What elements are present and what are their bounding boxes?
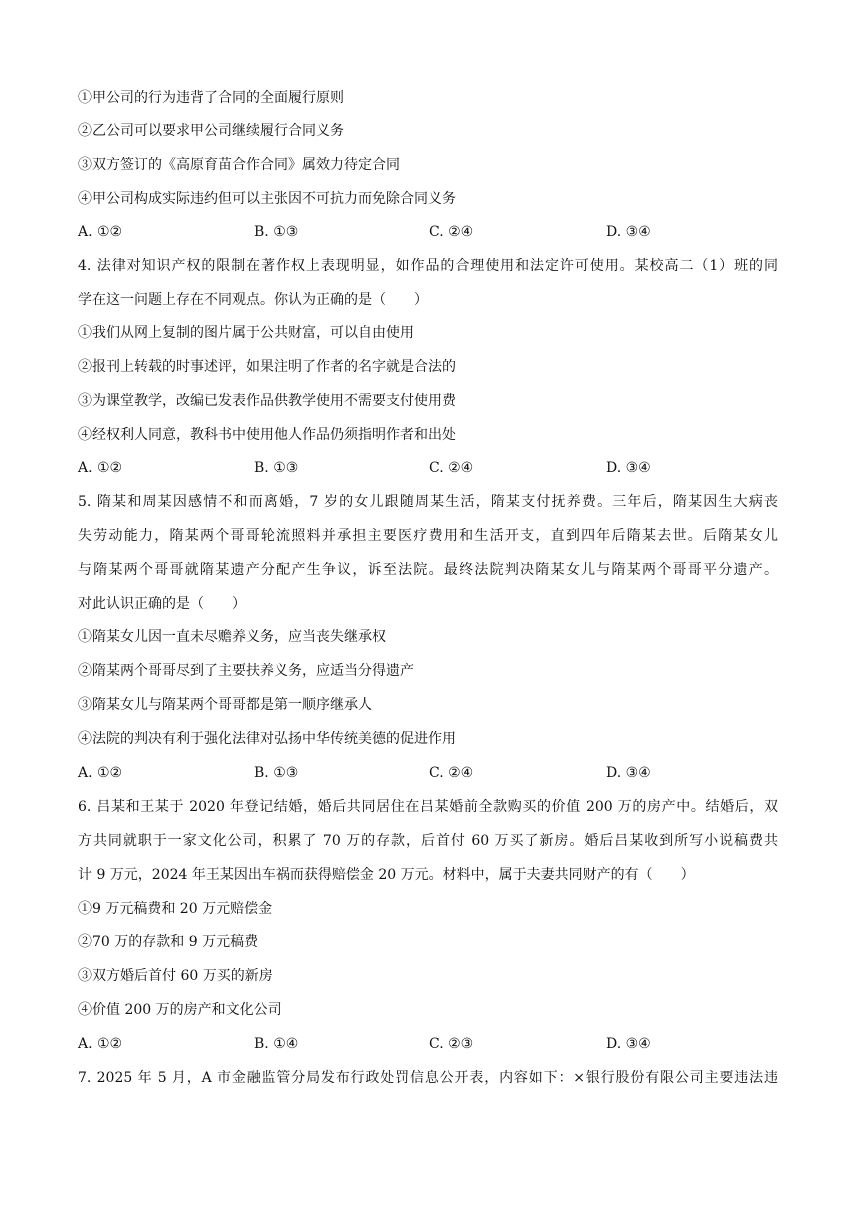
q5-statement-3: ③隋某女儿与隋某两个哥哥都是第一顺序继承人 bbox=[78, 697, 372, 713]
q3-statement-1: ①甲公司的行为违背了合同的全面履行原则 bbox=[78, 90, 344, 106]
q5-stem-line-1: 5. 隋某和周某因感情不和而离婚，7 岁的女儿跟随周某生活，隋某支付抚养费。三年后，隋某因生大病丧 bbox=[78, 494, 778, 510]
q6-statement-1: ①9 万元稿费和 20 万元赔偿金 bbox=[78, 901, 273, 917]
q4-statement-2: ②报刊上转载的时事述评，如果注明了作者的名字就是合法的 bbox=[78, 359, 456, 375]
q4-statement-1: ①我们从网上复制的图片属于公共财富，可以自由使用 bbox=[78, 325, 414, 341]
q3-statement-2: ②乙公司可以要求甲公司继续履行合同义务 bbox=[78, 123, 344, 139]
q5-option-a[interactable]: A. ①② bbox=[78, 765, 123, 781]
q5-option-b[interactable]: B. ①③ bbox=[254, 765, 299, 781]
q6-options bbox=[78, 1035, 778, 1053]
q5-statement-2: ②隋某两个哥哥尽到了主要扶养义务，应适当分得遗产 bbox=[78, 663, 414, 679]
q4-option-c[interactable]: C. ②④ bbox=[429, 460, 474, 476]
q6-statement-4: ④价值 200 万的房产和文化公司 bbox=[78, 1002, 282, 1018]
q3-option-a[interactable]: A. ①② bbox=[78, 224, 123, 240]
q3-options bbox=[78, 223, 778, 241]
q6-statement-3: ③双方婚后首付 60 万买的新房 bbox=[78, 968, 273, 984]
q5-stem-line-2: 失劳动能力，隋某两个哥哥轮流照料并承担主要医疗费用和生活开支，直到四年后隋某去世。后隋某女儿 bbox=[78, 528, 778, 544]
q5-statement-4: ④法院的判决有利于强化法律对弘扬中华传统美德的促进作用 bbox=[78, 731, 456, 747]
q6-option-c[interactable]: C. ②③ bbox=[429, 1036, 474, 1052]
q4-statement-3: ③为课堂教学，改编已发表作品供教学使用不需要支付使用费 bbox=[78, 393, 456, 409]
q6-stem-line-3: 计 9 万元，2024 年王某因出车祸而获得赔偿金 20 万元。材料中，属于夫妻共同财产的有（ ） bbox=[78, 867, 695, 883]
q5-options bbox=[78, 764, 778, 782]
q4-stem-line-1: 4. 法律对知识产权的限制在著作权上表现明显，如作品的合理使用和法定许可使用。某校高二（1）班的同 bbox=[78, 258, 778, 274]
q5-statement-1: ①隋某女儿因一直未尽赡养义务，应当丧失继承权 bbox=[78, 629, 386, 645]
q3-statement-4: ④甲公司构成实际违约但可以主张因不可抗力而免除合同义务 bbox=[78, 191, 456, 207]
q4-option-a[interactable]: A. ①② bbox=[78, 460, 123, 476]
q6-stem-line-2: 方共同就职于一家文化公司，积累了 70 万的存款，后首付 60 万买了新房。婚后吕某收到所写小说稿费共 bbox=[78, 833, 778, 849]
q4-stem-line-2: 学在这一问题上存在不同观点。你认为正确的是（ ） bbox=[78, 292, 428, 308]
q3-option-d[interactable]: D. ③④ bbox=[606, 224, 651, 240]
q4-statement-4: ④经权利人同意，教科书中使用他人作品仍须指明作者和出处 bbox=[78, 427, 456, 443]
q6-option-d[interactable]: D. ③④ bbox=[606, 1036, 651, 1052]
q3-option-c[interactable]: C. ②④ bbox=[429, 224, 474, 240]
q3-statement-3: ③双方签订的《高原育苗合作合同》属效力待定合同 bbox=[78, 157, 400, 173]
q5-stem-line-3: 与隋某两个哥哥就隋某遗产分配产生争议，诉至法院。最终法院判决隋某女儿与隋某两个哥哥平分遗产。 bbox=[78, 562, 778, 578]
q5-stem-line-4: 对此认识正确的是（ ） bbox=[78, 596, 246, 612]
q7-stem-line-1: 7. 2025 年 5 月，A 市金融监管分局发布行政处罚信息公开表，内容如下：×银行股份有限公司主要违法违 bbox=[78, 1070, 778, 1086]
q6-option-b[interactable]: B. ①④ bbox=[254, 1036, 299, 1052]
q4-option-b[interactable]: B. ①③ bbox=[254, 460, 299, 476]
q6-statement-2: ②70 万的存款和 9 万元稿费 bbox=[78, 934, 259, 950]
q5-option-c[interactable]: C. ②④ bbox=[429, 765, 474, 781]
q6-stem-line-1: 6. 吕某和王某于 2020 年登记结婚，婚后共同居住在吕某婚前全款购买的价值 200 万的房产中。结婚后，双 bbox=[78, 799, 778, 815]
q3-option-b[interactable]: B. ①③ bbox=[254, 224, 299, 240]
q4-option-d[interactable]: D. ③④ bbox=[606, 460, 651, 476]
q4-options bbox=[78, 459, 778, 477]
q6-option-a[interactable]: A. ①② bbox=[78, 1036, 123, 1052]
q5-option-d[interactable]: D. ③④ bbox=[606, 765, 651, 781]
